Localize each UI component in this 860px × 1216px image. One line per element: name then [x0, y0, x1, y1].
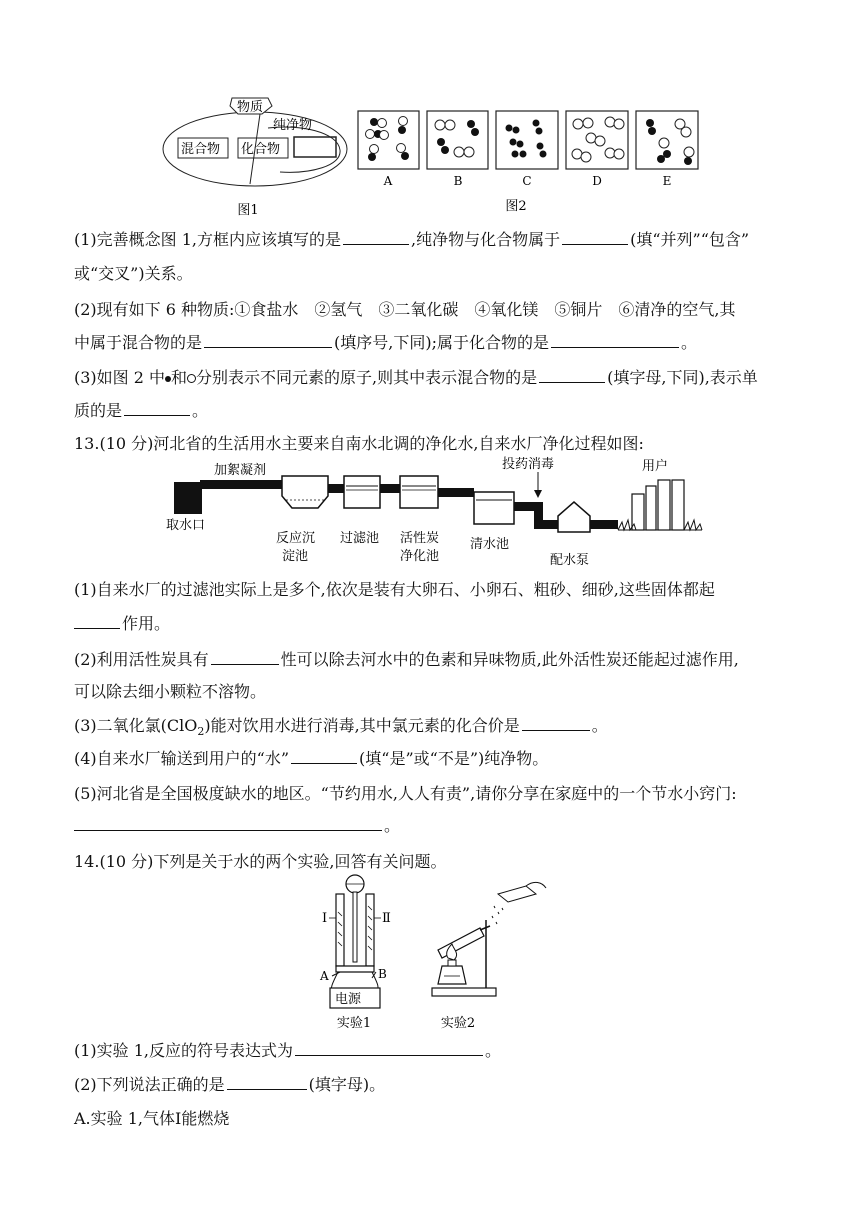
- q12-p1c: (填“并列”“包含”: [630, 230, 750, 249]
- alcohol-lamp: [438, 966, 466, 984]
- filter-tank: [344, 476, 380, 508]
- tube-label-1: Ⅰ: [322, 911, 328, 926]
- label-disinfect: 投药消毒: [502, 457, 555, 472]
- particle-box-b: [427, 111, 488, 169]
- q13-p3-subscript: 2: [197, 725, 205, 739]
- particle-box-a: [358, 111, 419, 169]
- q13-p3a: (3)二氧化氯(ClO: [74, 716, 198, 735]
- hand-with-paper: [498, 886, 536, 902]
- q12-blank-4[interactable]: [551, 333, 679, 348]
- label-reaction-1: 反应沉: [276, 531, 316, 546]
- test-tube: [438, 928, 484, 958]
- pipe-segment-4: [438, 488, 474, 497]
- q13-p3c: 。: [591, 716, 608, 735]
- q13-part2-line1: [74, 650, 739, 670]
- q14-blank-2[interactable]: [227, 1075, 307, 1090]
- electrode-label-b: B: [378, 967, 387, 981]
- intake-block: [174, 482, 202, 514]
- q14-option-a: [74, 1109, 229, 1129]
- carbon-tank: [400, 476, 438, 508]
- q12-p3c: 分别表示不同元素的原子,则其中表示混合物的是: [196, 368, 538, 387]
- experiment2-caption: 实验2: [440, 1016, 476, 1031]
- pipe-segment-2: [328, 484, 344, 493]
- q13-p2b: 性可以除去河水中的色素和异味物质,此外活性炭还能起过滤作用,: [280, 650, 739, 669]
- figure1-caption: 图1: [237, 203, 259, 218]
- q12-p1d: 或“交叉”)关系。: [74, 264, 193, 283]
- experiment2-heating: [424, 872, 554, 1032]
- electrode-label-a: A: [320, 969, 329, 983]
- q13-part2-line2: [74, 682, 266, 702]
- label-pump: 配水泵: [550, 553, 590, 568]
- label-carbon-1: 活性炭: [400, 531, 440, 546]
- q12-p2c: (填序号,下同);属于化合物的是: [334, 333, 549, 352]
- label-carbon-2: 净化池: [400, 549, 440, 564]
- label-reaction-2: 淀池: [282, 549, 309, 564]
- label-user: 用户: [642, 459, 669, 474]
- q13-part4: [74, 749, 548, 769]
- q13-part5-line2: [74, 816, 400, 836]
- label-coagulant: 加絮凝剂: [214, 463, 267, 478]
- particle-box-e: [636, 111, 698, 169]
- user-buildings: [632, 480, 684, 530]
- q12-p3b: 和: [171, 368, 188, 387]
- q13-p4a: (4)自来水厂输送到用户的“水”: [74, 749, 290, 768]
- q12-blank-6[interactable]: [124, 401, 190, 416]
- white-atom-icon: [187, 374, 196, 383]
- figure2-caption: 图2: [505, 199, 527, 214]
- particle-box-c: [496, 111, 558, 169]
- q14-title: [74, 852, 446, 872]
- particle-box-d: [566, 111, 628, 169]
- q12-part2-line1: [74, 300, 736, 320]
- particle-label-b: B: [453, 174, 463, 188]
- tube-label-2: Ⅱ: [382, 911, 391, 926]
- q14-part2: [74, 1075, 385, 1095]
- water-treatment-diagram: [162, 456, 710, 574]
- tube-left: [336, 894, 344, 966]
- q12-part1-line2: [74, 264, 193, 284]
- concept-label-pure: 纯净物: [273, 118, 313, 133]
- pipe-segment-3: [380, 484, 400, 493]
- q13-part5-line1: [74, 784, 737, 804]
- experiment1-electrolysis: [312, 872, 412, 1032]
- stand-base: [432, 988, 496, 996]
- q12-blank-1[interactable]: [343, 230, 409, 245]
- q12-p1a: (1)完善概念图 1,方框内应该填写的是: [74, 230, 342, 249]
- concept-map-figure: [160, 92, 355, 222]
- experiment1-caption: 实验1: [336, 1016, 372, 1031]
- q12-p3a: (3)如图 2 中: [74, 368, 166, 387]
- particle-label-c: C: [522, 174, 532, 188]
- q12-part3-line2: [74, 401, 208, 421]
- q13-p5a: (5)河北省是全国极度缺水的地区。“节约用水,人人有责”,请你分享在家庭中的一个节水小窍门:: [74, 784, 737, 803]
- q13-blank-5[interactable]: [74, 816, 382, 831]
- q12-p2d: 。: [680, 333, 697, 352]
- clear-water-tank: [474, 492, 514, 524]
- particle-label-a: A: [383, 174, 393, 188]
- q13-blank-4[interactable]: [291, 749, 357, 764]
- q12-p3f: 。: [192, 401, 209, 420]
- q14-opt-a: A.实验 1,气体Ⅰ能燃烧: [74, 1109, 230, 1128]
- pump-house: [558, 502, 590, 532]
- q13-blank-3[interactable]: [522, 716, 590, 731]
- q13-title: [74, 434, 644, 454]
- q14-p1a: (1)实验 1,反应的符号表达式为: [74, 1041, 294, 1060]
- q14-p2b: (填字母)。: [308, 1075, 386, 1094]
- q12-p2a: (2)现有如下 6 种物质:①食盐水 ②氢气 ③二氧化碳 ④氧化镁 ⑤铜片 ⑥清净的空气,其: [74, 300, 736, 319]
- q14-title-text: 14.(10 分)下列是关于水的两个实验,回答有关问题。: [74, 852, 447, 871]
- concept-label-compound: 化合物: [241, 142, 281, 157]
- q14-part1: [74, 1041, 501, 1061]
- concept-label-mixture: 混合物: [181, 142, 221, 157]
- q12-p3e: 质的是: [74, 401, 123, 420]
- q12-part3-line1: [74, 368, 758, 388]
- q14-p2a: (2)下列说法正确的是: [74, 1075, 225, 1094]
- concept-empty-box: [294, 137, 336, 157]
- label-filter: 过滤池: [340, 531, 380, 546]
- q13-p3b: )能对饮用水进行消毒,其中氯元素的化合价是: [204, 716, 520, 735]
- q13-p5b: 。: [384, 816, 401, 835]
- q14-blank-1[interactable]: [295, 1041, 483, 1056]
- q13-p4b: (填“是”或“不是”)纯净物。: [359, 749, 549, 768]
- q13-p2a: (2)利用活性炭具有: [74, 650, 209, 669]
- tube-right: [366, 894, 374, 966]
- q13-blank-2[interactable]: [211, 650, 279, 665]
- q12-part1-line1: [74, 230, 749, 250]
- label-intake: 取水口: [166, 518, 206, 533]
- q12-p2b: 中属于混合物的是: [74, 333, 203, 352]
- q13-title-text: 13.(10 分)河北省的生活用水主要来自南水北调的净化水,自来水厂净化过程如图:: [74, 434, 644, 453]
- power-label: 电源: [335, 992, 362, 1007]
- pipe-segment-8: [590, 520, 618, 529]
- q13-part3: [74, 716, 608, 742]
- q13-p1a: (1)自来水厂的过滤池实际上是多个,依次是装有大卵石、小卵石、粗砂、细砂,这些固体都起: [74, 580, 715, 599]
- q12-blank-5[interactable]: [539, 368, 605, 383]
- particle-label-d: D: [592, 174, 602, 188]
- q12-p1b: ,纯净物与化合物属于: [411, 230, 561, 249]
- reaction-tank: [282, 476, 328, 508]
- q13-part1-line2: [74, 614, 170, 634]
- q12-blank-3[interactable]: [204, 333, 332, 348]
- particle-boxes-figure: [355, 108, 705, 218]
- q13-part1-line1: [74, 580, 715, 600]
- q13-p2c: 可以除去细小颗粒不溶物。: [74, 682, 267, 701]
- q13-p1b: 作用。: [122, 614, 171, 633]
- label-clear-water: 清水池: [470, 537, 510, 552]
- pipe-segment-7: [534, 520, 558, 529]
- q12-blank-2[interactable]: [562, 230, 628, 245]
- concept-label-matter: 物质: [236, 100, 264, 115]
- q12-p3d: (填字母,下同),表示单: [607, 368, 758, 387]
- q13-blank-1[interactable]: [74, 614, 120, 629]
- particle-label-e: E: [662, 174, 672, 188]
- q12-part2-line2: [74, 333, 697, 353]
- q14-p1b: 。: [485, 1041, 502, 1060]
